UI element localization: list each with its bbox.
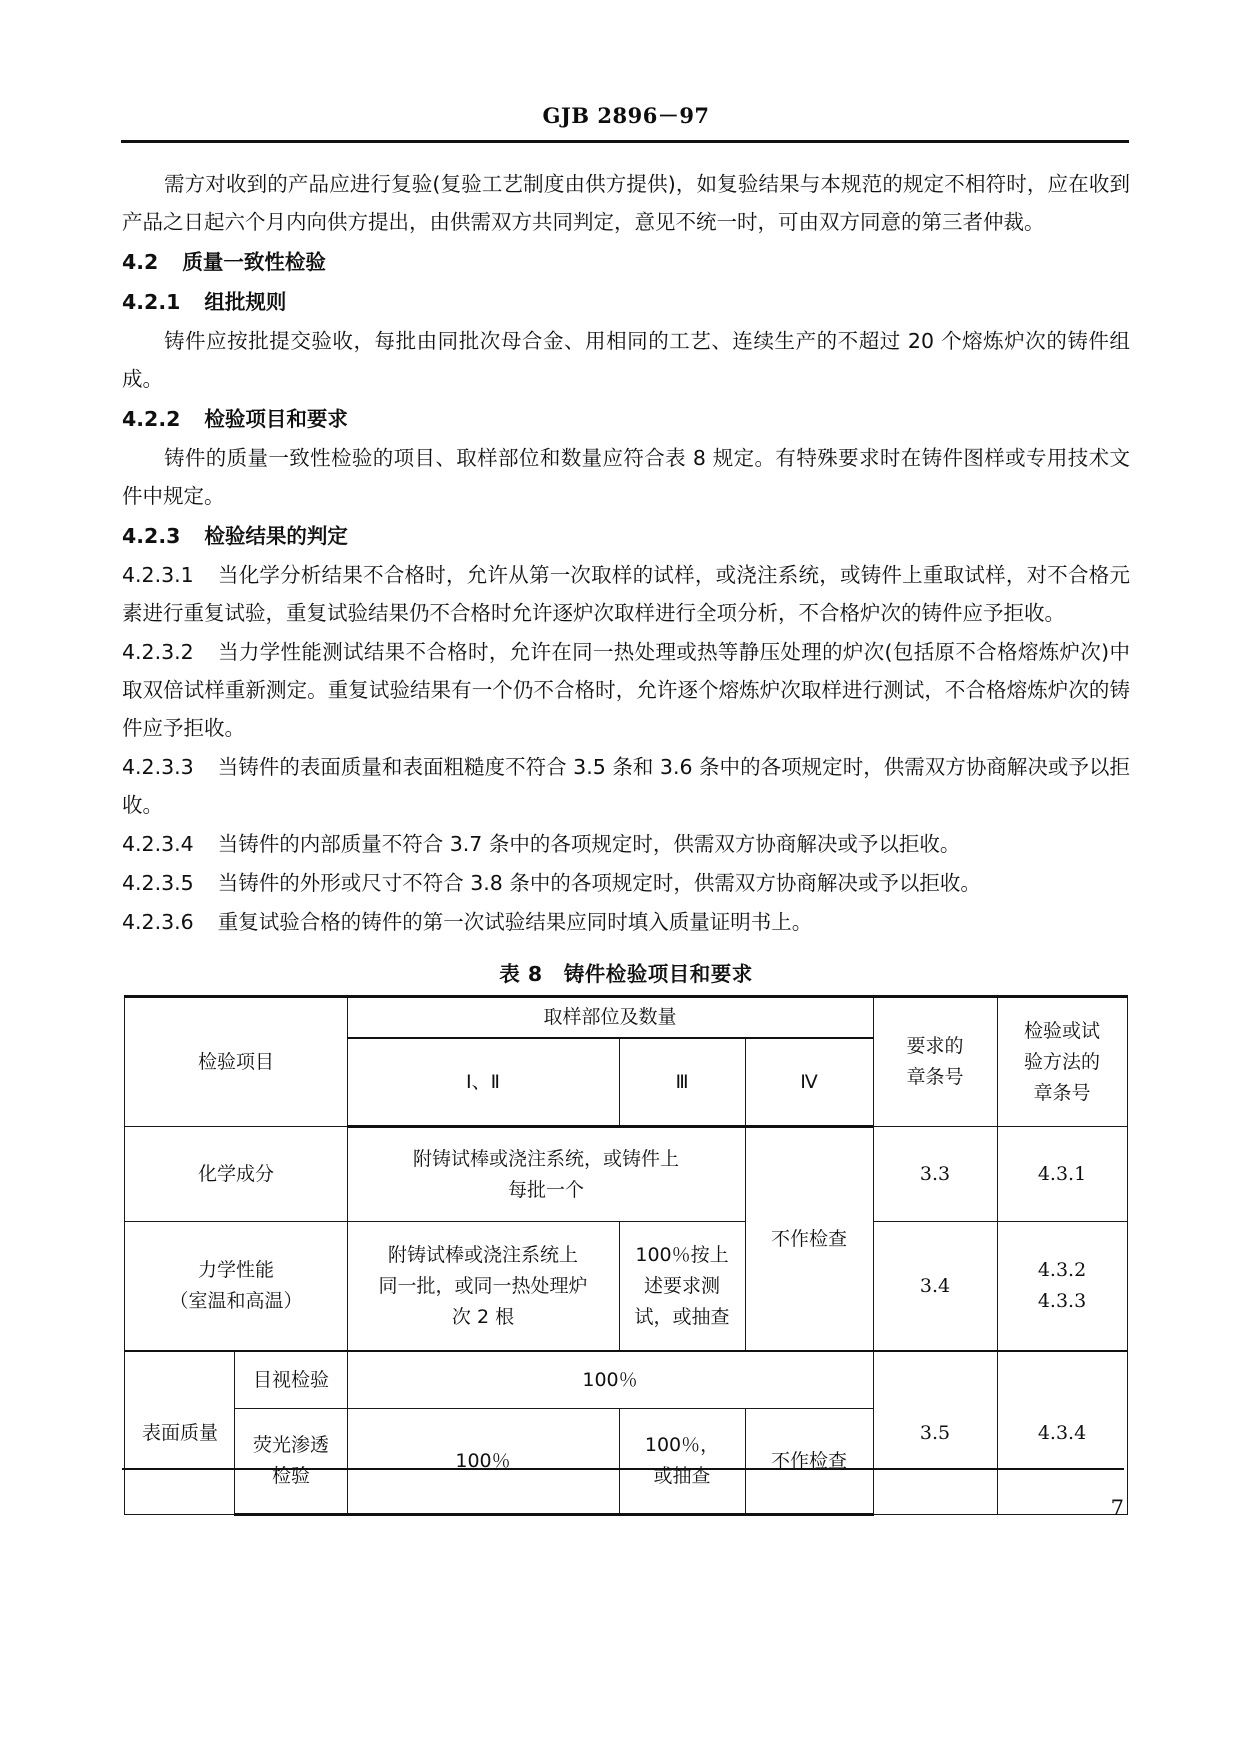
clause-4-2-3-3 bbox=[122, 748, 1130, 824]
row-surface-sub-visual: 目视检验 bbox=[235, 1351, 347, 1409]
row-surface-method-clause: 4.3.4 bbox=[997, 1351, 1127, 1515]
clause-4-2-3-1 bbox=[122, 556, 1130, 632]
heading-4-2-1-number: 4.2.1 bbox=[122, 290, 181, 314]
heading-4-2-1-label: 组批规则 bbox=[204, 290, 287, 314]
header-method-clause: 检验或试 验方法的 章条号 bbox=[997, 997, 1127, 1127]
heading-4-2-3 bbox=[122, 517, 1130, 555]
paragraph-4-2-2: 铸件的质量一致性检验的项目、取样部位和数量应符合表 8 规定。有特殊要求时在铸件图样或专用技术文件中规定。 bbox=[122, 446, 1130, 508]
clause-4-2-3-1-text: 当化学分析结果不合格时，允许从第一次取样的试样，或浇注系统，或铸件上重取试样，对不合格元素进行重复试验，重复试验结果仍不合格时允许逐炉次取样进行全项分析，不合格炉次的铸件应予拒收。 bbox=[122, 563, 1130, 625]
row-mechanical-sampling-3: 100％按上 述要求测 试，或抽查 bbox=[619, 1222, 745, 1352]
header-requirement-clause: 要求的 章条号 bbox=[873, 997, 997, 1127]
clause-4-2-3-5-number: 4.2.3.5 bbox=[122, 871, 194, 895]
page-footer bbox=[122, 1468, 1124, 1520]
paragraph-review: 需方对收到的产品应进行复验(复验工艺制度由供方提供)，如复验结果与本规范的规定不相符时，应在收到产品之日起六个月内向供方提出，由供需双方共同判定，意见不统一时，可由双方同意的第三者仲裁。 bbox=[122, 172, 1130, 234]
header-sampling-group: 取样部位及数量 bbox=[347, 997, 873, 1039]
table-caption: 表 8 铸件检验项目和要求 bbox=[499, 962, 753, 986]
heading-4-2-2-label: 检验项目和要求 bbox=[204, 407, 348, 431]
clause-4-2-3-2-text: 当力学性能测试结果不合格时，允许在同一热处理或热等静压处理的炉次(包括原不合格熔炼炉次)中取双倍试样重新测定。重复试验结果有一个仍不合格时，允许逐个熔炼炉次取样进行测试，不合格熔炼炉次的铸件应予拒收。 bbox=[122, 640, 1130, 740]
header-divider bbox=[121, 140, 1129, 143]
row-surface-item: 表面质量 bbox=[125, 1351, 235, 1515]
row-surface-fpi-1-2: 100％ bbox=[347, 1409, 619, 1515]
row-chemical-sampling-1-2: 附铸试棒或浇注系统，或铸件上 每批一个 bbox=[347, 1127, 745, 1222]
row-mechanical-method-clause: 4.3.2 4.3.3 bbox=[997, 1222, 1127, 1352]
row-mechanical-item: 力学性能 （室温和高温） bbox=[125, 1222, 347, 1352]
heading-4-2-2 bbox=[122, 400, 1130, 438]
heading-4-2-number: 4.2 bbox=[122, 250, 159, 274]
clause-4-2-3-4-number: 4.2.3.4 bbox=[122, 832, 194, 856]
heading-4-2 bbox=[122, 243, 1130, 281]
row-chemical-item: 化学成分 bbox=[125, 1127, 347, 1222]
table-8 bbox=[124, 995, 1127, 1516]
row-mechanical-sampling-1-2: 附铸试棒或浇注系统上 同一批，或同一热处理炉 次 2 根 bbox=[347, 1222, 619, 1352]
row-surface-sub-fpi: 荧光渗透 检验 bbox=[235, 1409, 347, 1515]
heading-4-2-1 bbox=[122, 283, 1130, 321]
clause-4-2-3-3-number: 4.2.3.3 bbox=[122, 755, 194, 779]
clause-4-2-3-3-text: 当铸件的表面质量和表面粗糙度不符合 3.5 条和 3.6 条中的各项规定时，供需双方协商解决或予以拒收。 bbox=[122, 755, 1130, 817]
heading-4-2-2-number: 4.2.2 bbox=[122, 407, 181, 431]
heading-4-2-label: 质量一致性检验 bbox=[182, 250, 326, 274]
row-chemical-not-inspected: 不作检查 bbox=[745, 1127, 873, 1352]
clause-4-2-3-2-number: 4.2.3.2 bbox=[122, 640, 194, 664]
page-number: 7 bbox=[1110, 1496, 1124, 1520]
header-inspection-item: 检验项目 bbox=[125, 997, 347, 1127]
standard-code: GJB 2896－97 bbox=[542, 103, 710, 128]
row-surface-fpi-4: 不作检查 bbox=[745, 1409, 873, 1515]
clause-4-2-3-6-number: 4.2.3.6 bbox=[122, 910, 194, 934]
clause-4-2-3-2 bbox=[122, 633, 1130, 747]
clause-4-2-3-1-number: 4.2.3.1 bbox=[122, 563, 194, 587]
clause-4-2-3-4 bbox=[122, 825, 1130, 863]
heading-4-2-3-number: 4.2.3 bbox=[122, 524, 181, 548]
row-mechanical-requirement-clause: 3.4 bbox=[873, 1222, 997, 1352]
row-surface-visual-coverage: 100％ bbox=[347, 1351, 873, 1409]
clause-4-2-3-6-text: 重复试验合格的铸件的第一次试验结果应同时填入质量证明书上。 bbox=[217, 910, 813, 934]
table-header-row-1 bbox=[125, 997, 1127, 1039]
clause-4-2-3-4-text: 当铸件的内部质量不符合 3.7 条中的各项规定时，供需双方协商解决或予以拒收。 bbox=[217, 832, 961, 856]
header-col-3: Ⅲ bbox=[619, 1038, 745, 1127]
clause-4-2-3-5 bbox=[122, 864, 1130, 902]
table-row-mechanical bbox=[125, 1222, 1127, 1352]
clause-4-2-3-6 bbox=[122, 903, 1130, 941]
header-col-4: Ⅳ bbox=[745, 1038, 873, 1127]
paragraph-4-2-1: 铸件应按批提交验收，每批由同批次母合金、用相同的工艺、连续生产的不超过 20 个熔炼炉次的铸件组成。 bbox=[122, 329, 1130, 391]
body-text bbox=[122, 165, 1130, 941]
row-surface-requirement-clause: 3.5 bbox=[873, 1351, 997, 1515]
table-row-chemical bbox=[125, 1127, 1127, 1222]
header-col-1-2: Ⅰ、Ⅱ bbox=[347, 1038, 619, 1127]
row-chemical-requirement-clause: 3.3 bbox=[873, 1127, 997, 1222]
row-chemical-method-clause: 4.3.1 bbox=[997, 1127, 1127, 1222]
table-row-surface-visual bbox=[125, 1351, 1127, 1409]
clause-4-2-3-5-text: 当铸件的外形或尺寸不符合 3.8 条中的各项规定时，供需双方协商解决或予以拒收。 bbox=[217, 871, 981, 895]
heading-4-2-3-label: 检验结果的判定 bbox=[204, 524, 348, 548]
page-header bbox=[122, 100, 1130, 136]
row-surface-fpi-3: 100％， 或抽查 bbox=[619, 1409, 745, 1515]
